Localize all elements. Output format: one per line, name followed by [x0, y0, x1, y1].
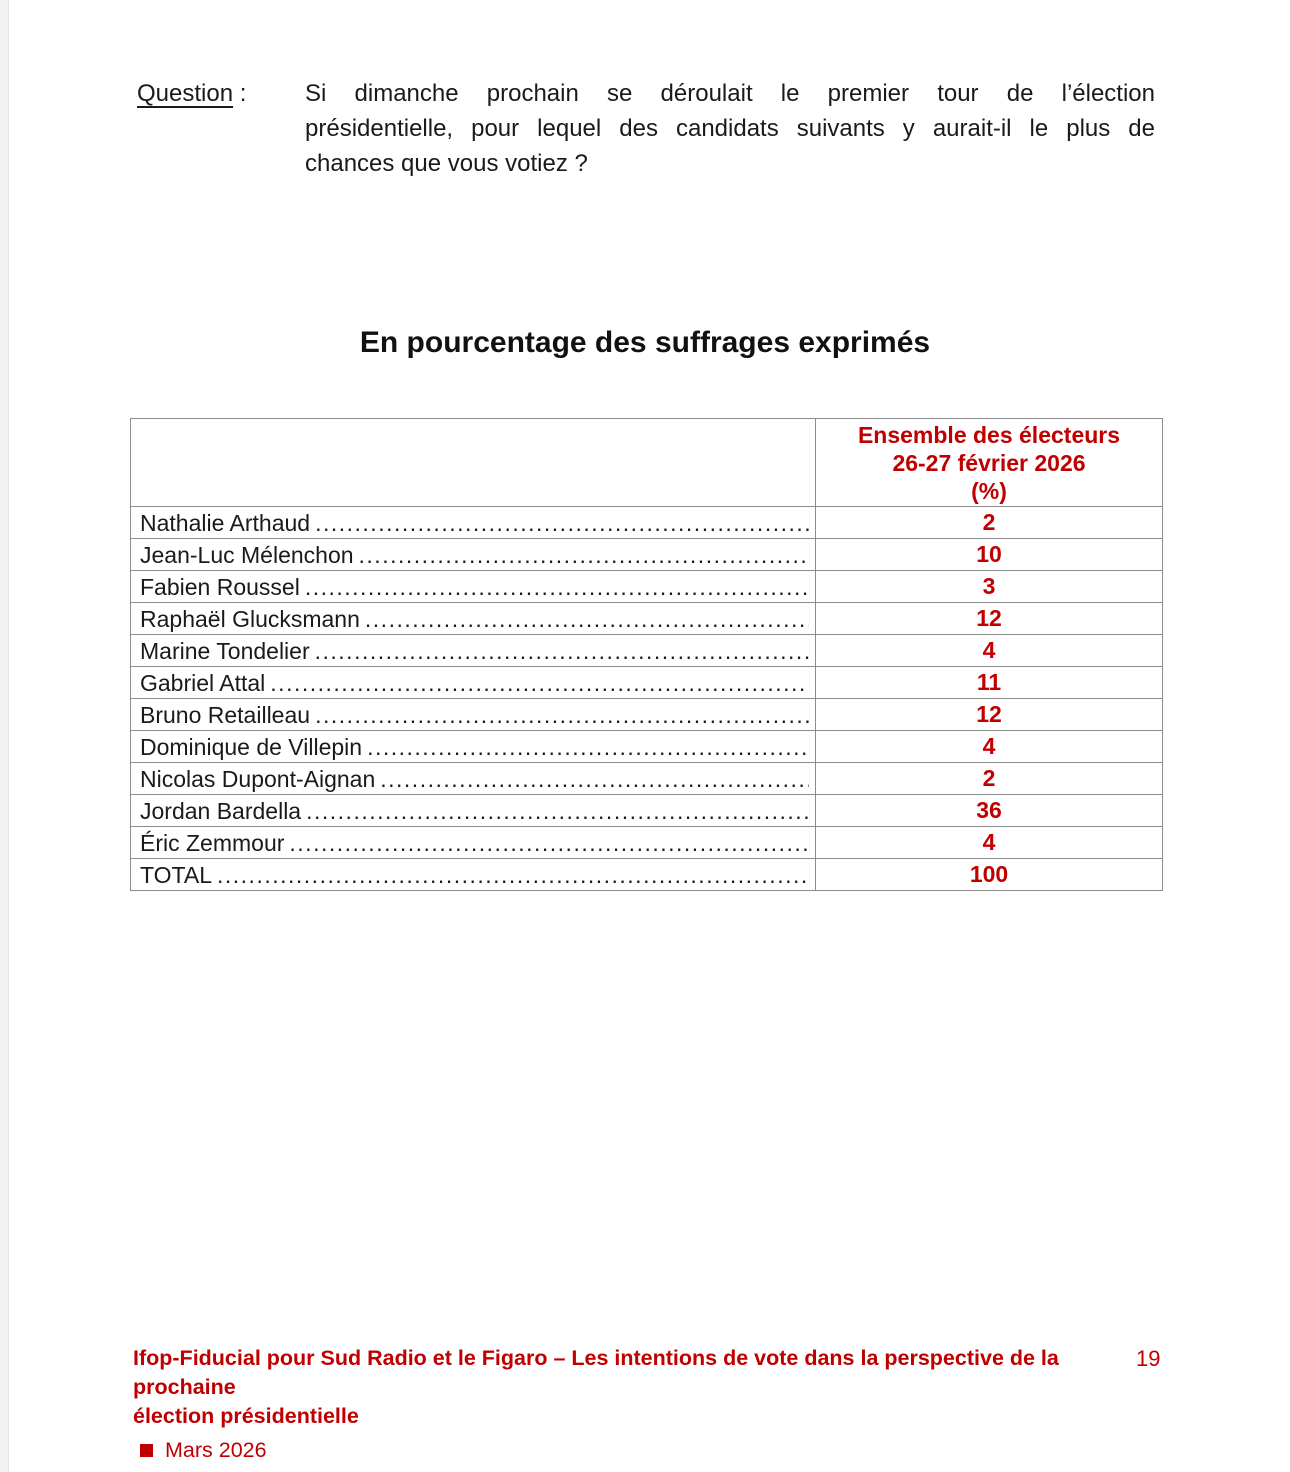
table-corner-cell: [131, 419, 816, 507]
table-row: [131, 507, 1163, 539]
vote-percentage: 12: [816, 699, 1163, 731]
vote-percentage: 4: [816, 827, 1163, 859]
candidate-name: Jean-Luc Mélenchon: [140, 541, 354, 568]
dot-leader: [270, 668, 809, 698]
total-label-cell: [131, 859, 816, 891]
dot-leader: [367, 732, 809, 762]
table-row-total: [131, 859, 1163, 891]
table-row: [131, 827, 1163, 859]
table-row: [131, 603, 1163, 635]
question-block: [137, 76, 1155, 181]
question-text: [305, 76, 1155, 181]
candidate-name: Dominique de Villepin: [140, 733, 363, 760]
candidate-name: Nathalie Arthaud: [140, 509, 311, 536]
candidate-name-cell: [131, 699, 816, 731]
page-edge-strip: [0, 0, 9, 1472]
vote-percentage: 12: [816, 603, 1163, 635]
dot-leader: [380, 764, 809, 794]
candidate-name: Raphaël Glucksmann: [140, 605, 360, 632]
vote-percentage: 11: [816, 667, 1163, 699]
candidate-name: Bruno Retailleau: [140, 701, 311, 728]
question-label: [137, 76, 305, 181]
vote-percentage: 2: [816, 507, 1163, 539]
vote-percentage: 4: [816, 635, 1163, 667]
question-line: Si dimanche prochain se déroulait le premier tour de l’élection: [305, 80, 1155, 107]
dot-leader: [315, 636, 809, 666]
total-label: TOTAL: [140, 861, 212, 888]
candidate-name-cell: [131, 603, 816, 635]
table-row: [131, 667, 1163, 699]
total-percentage: 100: [816, 859, 1163, 891]
candidate-name-cell: [131, 635, 816, 667]
vote-percentage: 2: [816, 763, 1163, 795]
table-row: [131, 731, 1163, 763]
header-line: 26-27 février 2026: [892, 449, 1086, 476]
vote-percentage: 36: [816, 795, 1163, 827]
vote-percentage: 10: [816, 539, 1163, 571]
candidate-name-cell: [131, 827, 816, 859]
page-number: 19: [1136, 1346, 1161, 1371]
page-footer: [133, 1344, 1203, 1463]
candidate-name: Gabriel Attal: [140, 669, 266, 696]
dot-leader: [306, 796, 809, 826]
header-line: (%): [971, 477, 1007, 504]
table-row: [131, 635, 1163, 667]
dot-leader: [289, 828, 809, 858]
dot-leader: [305, 572, 809, 602]
table-row: [131, 571, 1163, 603]
candidate-name: Éric Zemmour: [140, 829, 285, 856]
dot-leader: [365, 604, 809, 634]
vote-percentage: 3: [816, 571, 1163, 603]
table-row: [131, 539, 1163, 571]
candidate-name-cell: [131, 667, 816, 699]
dot-leader: [315, 700, 809, 730]
candidate-name: Fabien Roussel: [140, 573, 300, 600]
red-square-bullet-icon: [140, 1444, 153, 1457]
page-title: En pourcentage des suffrages exprimés: [359, 326, 931, 359]
candidate-name-cell: [131, 507, 816, 539]
dot-leader: [217, 860, 809, 890]
candidate-name-cell: [131, 539, 816, 571]
question-line: chances que vous votiez ?: [305, 150, 588, 177]
poll-results-table: [130, 418, 1163, 891]
header-line: Ensemble des électeurs: [857, 421, 1121, 448]
question-line: présidentielle, pour lequel des candidats suivants y aurait-il le plus de: [305, 115, 1155, 142]
table-header-row: [131, 419, 1163, 507]
table-row: [131, 699, 1163, 731]
table-value-column-header: [816, 419, 1163, 507]
candidate-name-cell: [131, 731, 816, 763]
footer-date-row: [140, 1438, 1203, 1463]
question-label-text: Question: [137, 80, 234, 107]
dot-leader: [359, 540, 809, 570]
candidate-name: Jordan Bardella: [140, 797, 302, 824]
candidate-name: Marine Tondelier: [140, 637, 310, 664]
table-row: [131, 795, 1163, 827]
candidate-name: Nicolas Dupont-Aignan: [140, 765, 376, 792]
vote-percentage: 4: [816, 731, 1163, 763]
footer-source-line: élection présidentielle: [133, 1404, 359, 1428]
candidate-name-cell: [131, 763, 816, 795]
dot-leader: [315, 508, 809, 538]
table-row: [131, 763, 1163, 795]
candidate-name-cell: [131, 571, 816, 603]
footer-source-line: Ifop-Fiducial pour Sud Radio et le Figaro – Les intentions de vote dans la perspective de la prochaine: [133, 1346, 1059, 1399]
footer-date-text: Mars 2026: [165, 1438, 267, 1462]
candidate-name-cell: [131, 795, 816, 827]
question-label-colon: :: [233, 80, 247, 107]
